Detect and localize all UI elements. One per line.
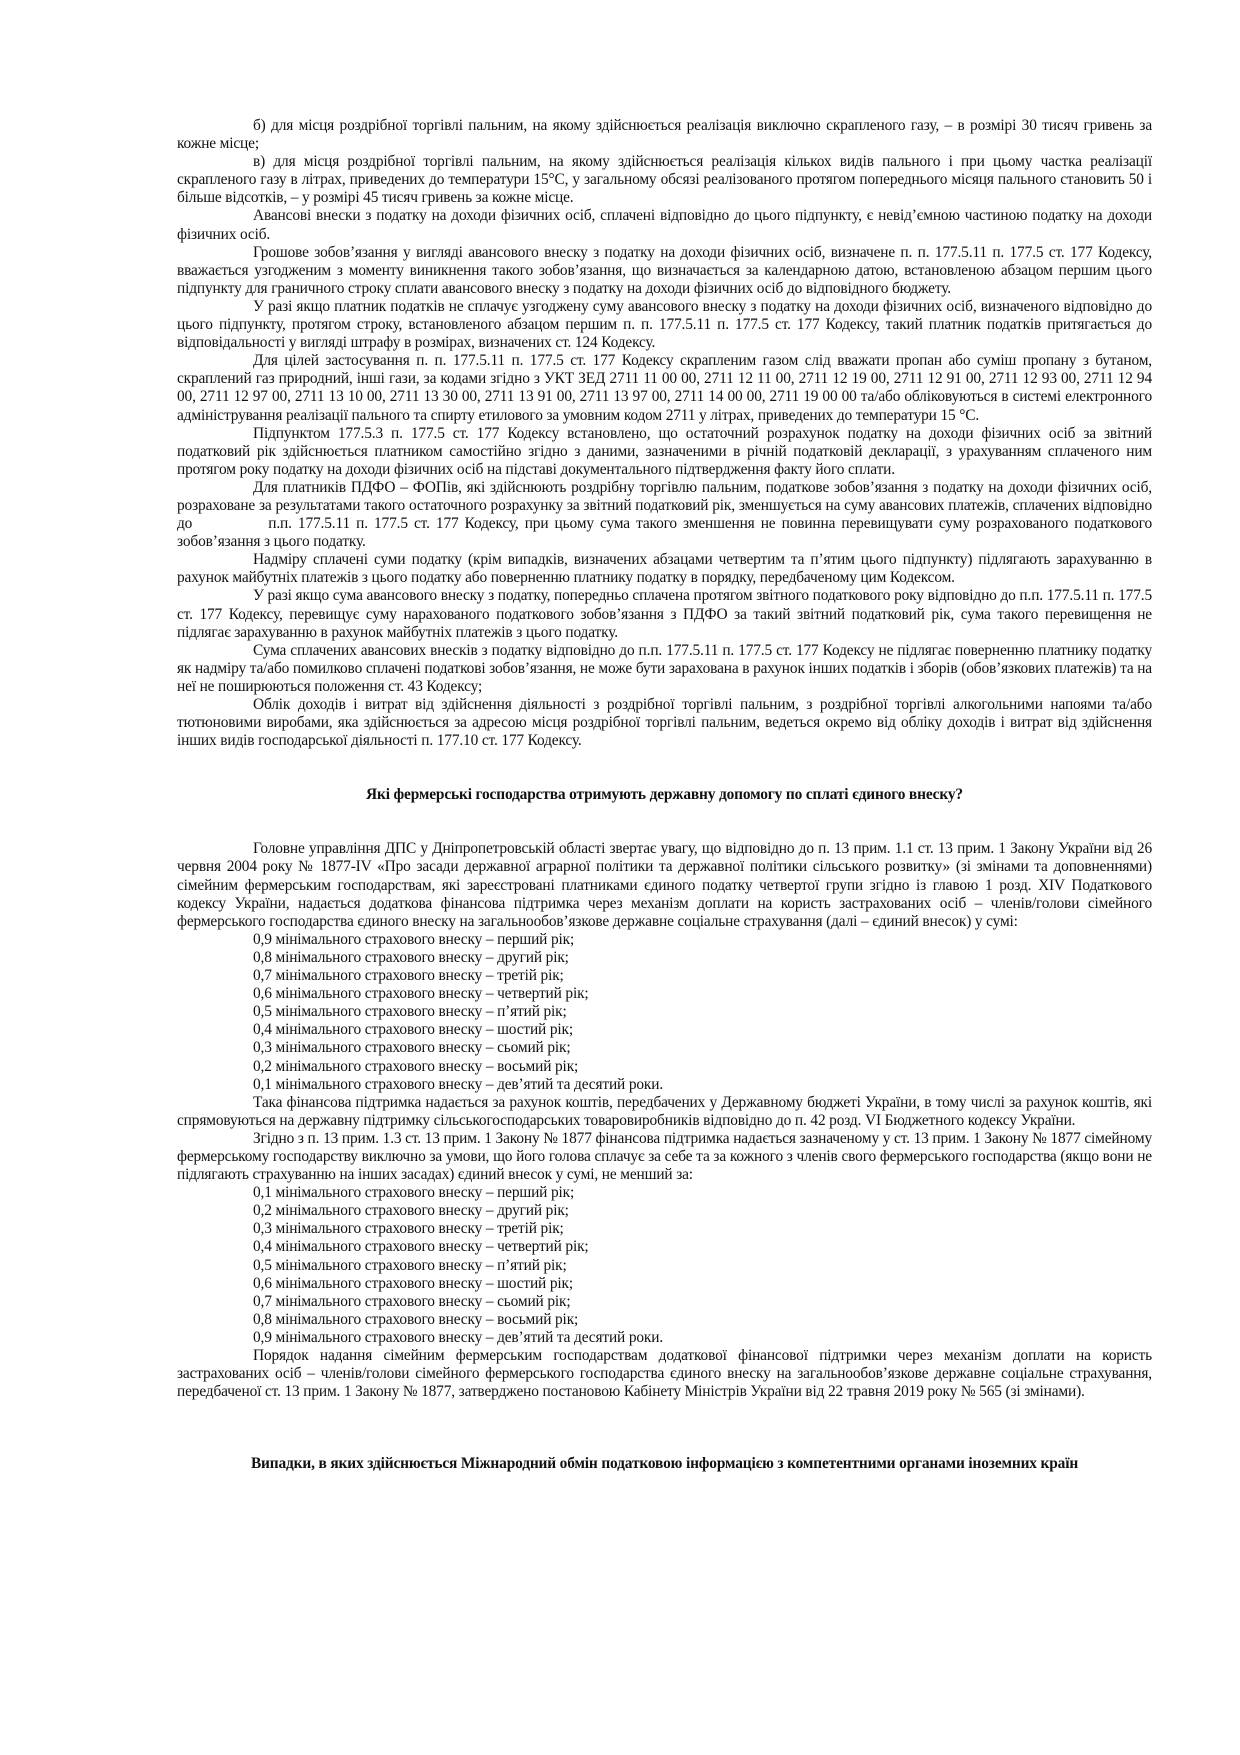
document-page <box>177 117 1152 1473</box>
paragraph-condition: Згідно з п. 13 прим. 1.3 ст. 13 прим. 1 Закону № 1877 фінансова підтримка надається зазначеному у ст. 13 прим. 1 Закону № 1877 сімейному фермерському господарству виключно за умови, що його голова сплачує за себе та за кожного з членів свого фермерського господарства (якщо вони не підлягають страхуванню на інших засадах) єдиний внесок у сумі, не менший за: <box>177 1129 1152 1184</box>
list-item: 0,7 мінімального страхового внеску – сьомий рік; <box>253 1292 571 1310</box>
paragraph-no-refund: Сума сплачених авансових внесків з податку відповідно до п.п. 177.5.11 п. 177.5 ст. 177 Кодексу не підлягає поверненню платнику податку як надміру та/або помилково сплачені податкові зобов’язання, не може бути зарахована в рахунок інших податків і зборів (обов’язкових платежів) та на неї не поширюються положення ст. 43 Кодексу; <box>177 641 1152 695</box>
spacer <box>177 1401 1152 1455</box>
paragraph-procedure: Порядок надання сімейним фермерським господарствам додаткової фінансової підтримки через механізм доплати на користь застрахованих осіб – членів/голови сімейного фермерського господарства єдиного внеску на загальнообов’язкове державне соціальне страхування, передбаченої ст. 13 прим. 1 Закону № 1877, затверджено постановою Кабінету Міністрів України від 22 травня 2019 року № 565 (зі змінами). <box>177 1347 1152 1401</box>
paragraph-fop-reduction <box>177 479 1152 551</box>
paragraph-excess-advance: У разі якщо сума авансового внеску з податку, попередньо сплачена протягом звітного податкового року відповідно до п.п. 177.5.11 п. 177.5 ст. 177 Кодексу, перевищує суму нарахованого податкового зобов’язання з ПДФО за такий звітний податковий рік, сума такого перевищення не підлягає зарахуванню в рахунок майбутніх платежів з цього податку. <box>177 587 1152 641</box>
paragraph-funding: Така фінансова підтримка надається за рахунок коштів, передбачених у Державному бюджеті України, в тому числі за рахунок коштів, які спрямовуються на державну підтримку сільськогосподарських товаровиробників відповідно до п. 42 розд. VI Бюджетного кодексу України. <box>177 1093 1152 1129</box>
paragraph-monetary-obligation: Грошове зобов’язання у вигляді авансового внеску з податку на доходи фізичних осіб, визначене п. п. 177.5.11 п. 177.5 ст. 177 Кодексу, вважається узгодженим з моменту виникнення такого зобов’язання, що визначається за календарною датою, встановленою абзацом першим цього підпункту для граничного строку сплати авансового внеску з податку на доходи фізичних осіб до відповідного бюджету. <box>177 243 1152 297</box>
list-item: 0,3 мінімального страхового внеску – сьомий рік; <box>253 1039 571 1057</box>
list-item: 0,7 мінімального страхового внеску – третій рік; <box>253 967 564 985</box>
list-item: 0,4 мінімального страхового внеску – четвертий рік; <box>253 1238 589 1256</box>
paragraph-intro: Головне управління ДПС у Дніпропетровській області звертає увагу, що відповідно до п. 13 прим. 1.1 ст. 13 прим. 1 Закону України від 26 червня 2004 року № 1877-IV «Про засади державної аграрної політики та державної політики сільського розвитку» (зі змінами та доповненнями) сімейним фермерським господарствам, які зареєстровані платниками єдиного податку четвертої групи згідно із главою 1 розд. XIV Податкового кодексу України, надається додаткова фінансова підтримка через механізм доплати на користь застрахованих осіб – членів/голови сімейного фермерського господарства єдиного внеску на загальнообов’язкове державне соціальне страхування (далі – єдиний внесок) у сумі: <box>177 840 1152 930</box>
list-item: 0,1 мінімального страхового внеску – дев’ятий та десятий роки. <box>253 1075 664 1093</box>
section-farm-support <box>177 786 1152 1401</box>
list-item: 0,6 мінімального страхового внеску – шостий рік; <box>253 1274 573 1292</box>
list-item: 0,2 мінімального страхового внеску – восьмий рік; <box>253 1057 579 1075</box>
paragraph-advance-part-of-tax: Авансові внески з податку на доходи фізичних осіб, сплачені відповідно до цього підпункту, є невід’ємною частиною податку на доходи фізичних осіб. <box>177 207 1152 243</box>
section-international-exchange <box>177 1455 1152 1473</box>
support-coefficient-list <box>177 931 1152 1094</box>
list-item: 0,5 мінімального страхового внеску – п’ятий рік; <box>253 1003 567 1021</box>
list-item: 0,6 мінімального страхового внеску – четвертий рік; <box>253 985 589 1003</box>
paragraph-overpaid-amounts: Надміру сплачені суми податку (крім випадків, визначених абзацами четвертим та п’ятим цього підпункту) підлягають зарахуванню в рахунок майбутніх платежів з цього податку або поверненню платнику податку в порядку, передбаченому цим Кодексом. <box>177 551 1152 587</box>
section-heading-farm-support: Які фермерські господарства отримують державну допомогу по сплаті єдиного внеску? <box>366 786 963 804</box>
minimum-contribution-list <box>177 1184 1152 1347</box>
paragraph-item-v: в) для місця роздрібної торгівлі пальним, на якому здійснюється реалізація кількох видів пального і при цьому частка реалізації скрапленого газу в літрах, приведених до температури 15°С, у загальному обсязі реалізованого протягом попереднього місяця пального становить 50 і більше відсотків, – у розмірі 45 тисяч гривень за кожне місце. <box>177 153 1152 207</box>
section-heading-international-exchange: Випадки, в яких здійснюється Міжнародний обмін податковою інформацією з компетентними органами іноземних країн <box>250 1455 1079 1473</box>
paragraph-separate-accounting: Облік доходів і витрат від здійснення діяльності з роздрібної торгівлі пальним, з роздрібної торгівлі алкогольними напоями та/або тютюновими виробами, яка здійснюється за адресою місця роздрібної торгівлі пальним, ведеться окремо від обліку доходів і витрат від здійснення інших видів господарської діяльності п. 177.10 ст. 177 Кодексу. <box>177 696 1152 750</box>
spacer <box>177 804 1152 840</box>
paragraph-fop-reduction-part2: п.п. 177.5.11 п. 177.5 ст. 177 Кодексу, при цьому сума такого зменшення не повинна перевищувати суму розрахованого податкового зобов’язання з цього податку. <box>177 515 1152 551</box>
list-item: 0,1 мінімального страхового внеску – перший рік; <box>253 1184 575 1202</box>
spacer <box>177 750 1152 786</box>
list-item: 0,2 мінімального страхового внеску – другий рік; <box>253 1202 569 1220</box>
list-item: 0,9 мінімального страхового внеску – дев’ятий та десятий роки. <box>253 1328 664 1346</box>
paragraph-liquefied-gas-definition: Для цілей застосування п. п. 177.5.11 п. 177.5 ст. 177 Кодексу скрапленим газом слід вважати пропан або суміш пропану з бутаном, скраплений газ природний, інші гази, за кодами згідно з УКТ ЗЕД 2711 11 00 00, 2711 12 11 00, 2711 12 19 00, 2711 12 91 00, 2711 12 93 00, 2711 12 94 00, 2711 12 97 00, 2711 13 10 00, 2711 13 30 00, 2711 13 91 00, 2711 13 97 00, 2711 14 00 00, 2711 19 00 00 та/або обліковуються в системі електронного адміністрування реалізації пального та спирту етилового за умовним кодом 2711 у літрах, приведених до температури 15 °С. <box>177 352 1152 424</box>
list-item: 0,9 мінімального страхового внеску – перший рік; <box>253 930 575 948</box>
paragraph-final-calculation: Підпунктом 177.5.3 п. 177.5 ст. 177 Кодексу встановлено, що остаточний розрахунок податку на доходи фізичних осіб за звітний податковий рік здійснюється платником самостійно згідно з даними, зазначеними в річній податковій декларації, з урахуванням сплаченого ним протягом року податку на доходи фізичних осіб на підставі документального підтвердження факту його сплати. <box>177 424 1152 478</box>
list-item: 0,8 мінімального страхового внеску – восьмий рік; <box>253 1310 579 1328</box>
paragraph-fop-reduction-part1: Для платників ПДФО – ФОПів, які здійснюють роздрібну торгівлю пальним, податкове зобов’язання з податку на доходи фізичних осіб, розраховане за результатами такого остаточного розрахунку за звітний податковий рік, зменшується на суму авансових платежів, сплачених відповідно до <box>177 478 1152 533</box>
list-item: 0,3 мінімального страхового внеску – третій рік; <box>253 1220 564 1238</box>
list-item: 0,4 мінімального страхового внеску – шостий рік; <box>253 1021 573 1039</box>
list-item: 0,8 мінімального страхового внеску – другий рік; <box>253 948 569 966</box>
list-item: 0,5 мінімального страхового внеску – п’ятий рік; <box>253 1256 567 1274</box>
paragraph-item-b: б) для місця роздрібної торгівлі пальним, на якому здійснюється реалізація виключно скрапленого газу, – в розмірі 30 тисяч гривень за кожне місце; <box>177 117 1152 153</box>
section-advance-payments <box>177 117 1152 750</box>
paragraph-penalty: У разі якщо платник податків не сплачує узгоджену суму авансового внеску з податку на доходи фізичних осіб, визначеного відповідно до цього підпункту, протягом строку, встановленого абзацом першим п. п. 177.5.11 п. 177.5 ст. 177 Кодексу, такий платник податків притягається до відповідальності у вигляді штрафу в розмірах, визначених ст. 124 Кодексу. <box>177 297 1152 352</box>
